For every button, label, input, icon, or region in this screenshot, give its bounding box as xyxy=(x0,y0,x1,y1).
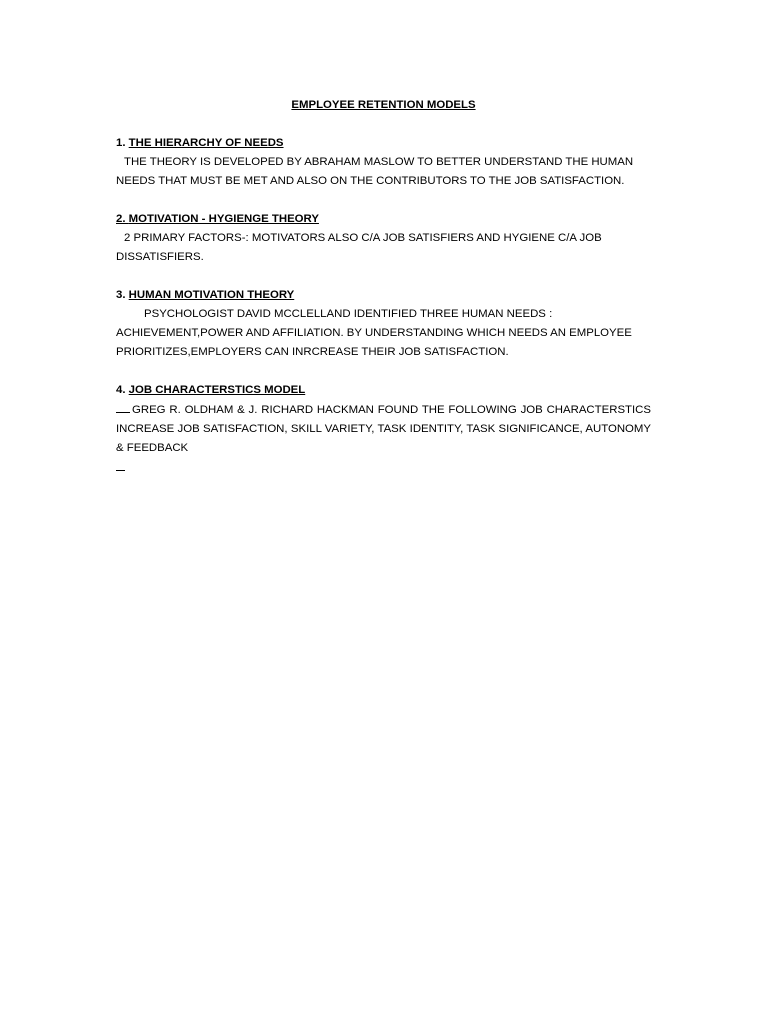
section-number: 3. xyxy=(116,289,126,301)
section-heading xyxy=(116,210,651,229)
trailing-underline-mark xyxy=(116,458,651,477)
section-body-wrapper xyxy=(116,400,651,458)
section-body: PSYCHOLOGIST DAVID MCCLELLAND IDENTIFIED THREE HUMAN NEEDS : ACHIEVEMENT,POWER AND AFFILIATION. BY UNDERSTANDING WHICH NEEDS AN EMPLOYEE PRIORITIZES,EMPLOYERS CAN INRCREASE THEIR JOB SATISFACTION. xyxy=(116,308,632,358)
section-body: GREG R. OLDHAM & J. RICHARD HACKMAN FOUND THE FOLLOWING JOB CHARACTERSTICS INCREASE JOB SATISFACTION, SKILL VARIETY, TASK IDENTITY, TASK SIGNIFICANCE, AUTONOMY & FEEDBACK xyxy=(116,404,651,454)
section-heading-text: HUMAN MOTIVATION THEORY xyxy=(128,289,295,301)
section-heading xyxy=(116,381,651,400)
section-hierarchy-of-needs xyxy=(116,134,651,191)
section-number: 2. xyxy=(116,213,126,225)
section-heading xyxy=(116,286,651,305)
section-human-motivation-theory xyxy=(116,286,651,362)
document-title: EMPLOYEE RETENTION MODELS xyxy=(291,99,476,111)
document-body xyxy=(116,96,651,477)
section-body: 2 PRIMARY FACTORS-: MOTIVATORS ALSO C/A JOB SATISFIERS AND HYGIENE C/A JOB DISSATISFIERS. xyxy=(116,232,602,263)
section-heading-text: JOB CHARACTERSTICS MODEL xyxy=(128,384,306,396)
section-body: THE THEORY IS DEVELOPED BY ABRAHAM MASLOW TO BETTER UNDERSTAND THE HUMAN NEEDS THAT MUST BE MET AND ALSO ON THE CONTRIBUTORS TO THE JOB SATISFACTION. xyxy=(116,156,634,187)
section-number: 1. xyxy=(116,137,126,149)
section-job-characteristics-model xyxy=(116,381,651,477)
section-motivation-hygiene-theory xyxy=(116,210,651,267)
section-heading-text: THE HIERARCHY OF NEEDS xyxy=(128,137,284,149)
section-heading xyxy=(116,134,651,153)
underline-mark xyxy=(116,400,130,413)
section-number: 4. xyxy=(116,384,126,396)
section-heading-text: MOTIVATION - HYGIENGE THEORY xyxy=(128,213,319,225)
